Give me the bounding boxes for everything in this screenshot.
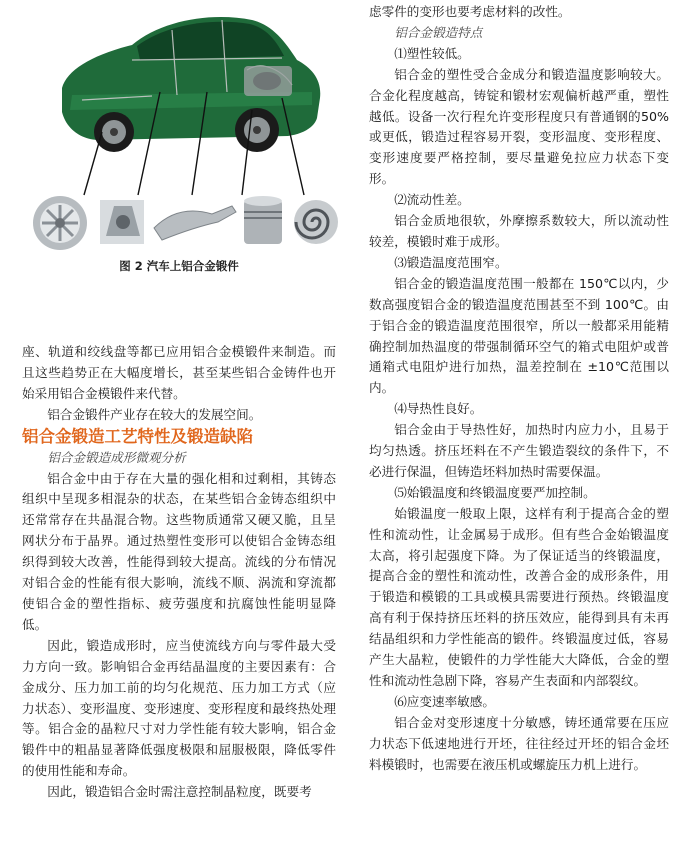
paragraph: 铝合金中由于存在大量的强化相和过剩相，其铸态组织中呈现多相混杂的状态，在某些铝合金铸态组织中还常常存在共晶混合物。这些物质通常又硬又脆，且呈网状分布于晶界。通过热塑性变形可以使铝合金铸态组织得到较大改善，性能得到较大提高。流线的分布情况对铝合金的性能有很大影响，流线不顺、涡流和穿流都使铝合金的塑性指标、疲劳强度和抗腐蚀性能明显降低。 xyxy=(22,470,336,632)
paragraph: 铝合金的塑性受合金成分和锻造温度影响较大。合金化程度越高，铸锭和锻材宏观偏析越严重，塑性越低。设备一次行程允许变形程度只有普通钢的50%或更低，锻造过程容易开裂，变形温度、变形程度、变形速度要严格控制，要尽量避免拉应力状态下变形。 xyxy=(369,66,669,187)
rear-wheel xyxy=(94,112,134,152)
scroll-icon xyxy=(294,200,338,244)
list-item-title: ⑷导热性良好。 xyxy=(394,401,483,417)
subheading: 铝合金锻造特点 xyxy=(394,24,483,40)
paragraph: 铝合金锻件产业存在较大的发展空间。 xyxy=(47,406,262,422)
car-forgings-figure xyxy=(22,0,342,288)
engine-detail xyxy=(253,72,281,90)
section-heading: 铝合金锻造工艺特性及锻造缺陷 xyxy=(22,426,253,446)
paragraph: 铝合金由于导热性好，加热时内应力小，且易于均匀热透。挤压坯料在不产生锻造裂纹的条件下，不必进行保温，但铸造坯料加热时需要保温。 xyxy=(369,422,669,479)
paragraph: 因此，锻造成形时，应当使流线方向与零件最大受力方向一致。影响铝合金再结晶温度的主要因素有：合金成分、压力加工前的均匀化规范、压力加工方式（应力状态）、变形温度、变形速度、变形程度和最终热处理等。铝合金的晶粒尺寸对力学性能有较大影响，铝合金锻件中的粗晶显著降低强度极限和屈服极限，降低零件的使用性能和寿命。 xyxy=(22,637,336,779)
paragraph: 始锻温度一般取上限，这样有利于提高合金的塑性和流动性，让金属易于成形。但有些合金始锻温度太高，将引起强度下降。为了保证适当的终锻温度，提高合金的塑性和流动性，改善合金的成形条件，用于锻造和模锻的工具或模具需要进行预热。终锻温度高有利于保持挤压坯料的挤压效应，能得到具有未再结晶组织和力学性能高的锻件。终锻温度过低，容易产生大晶粒，使锻件的力学性能大大降低，合金的塑性和流动性急剧下降，容易产生表面和内部裂纹。 xyxy=(369,505,669,688)
list-item-title: ⑹应变速率敏感。 xyxy=(394,693,495,709)
list-item-title: ⑸始锻温度和终锻温度要严加控制。 xyxy=(394,484,596,500)
bracket-icon xyxy=(100,200,144,244)
front-wheel xyxy=(235,108,279,152)
paragraph: 铝合金对变形速度十分敏感，铸坯通常要在压应力状态下低速地进行开坯，往往经过开坯的铝合金坯料模锻时，也需要在液压机或螺旋压力机上进行。 xyxy=(369,714,669,772)
car-illustration xyxy=(22,0,342,255)
wheel-icon xyxy=(33,196,87,250)
subheading: 铝合金锻造成形微观分析 xyxy=(47,449,186,465)
list-item-title: ⑴塑性较低。 xyxy=(394,45,470,61)
paragraph: 因此，锻造铝合金时需注意控制晶粒度，既要考 xyxy=(47,784,312,800)
right-column xyxy=(369,2,669,776)
list-item-title: ⑵流动性差。 xyxy=(394,192,470,208)
paragraph: 虑零件的变形也要考虑材料的改性。 xyxy=(369,4,571,19)
paragraph: 铝合金质地很软，外摩擦系数较大，所以流动性较差，模锻时难于成形。 xyxy=(369,213,669,249)
left-column xyxy=(22,342,336,803)
piston-icon xyxy=(244,196,282,244)
figure-caption: 图 2 汽车上铝合金锻件 xyxy=(119,259,239,273)
paragraph: 铝合金的锻造温度范围一般都在 150℃以内，少数高强度铝合金的锻造温度范围甚至不到 100℃。由于铝合金的锻造温度范围很窄，所以一般都采用能精确控制加热温度的带强制循环空气的箱式电阻炉或普通箱式电阻炉进行加热，温差控制在 ±10℃范围以内。 xyxy=(369,275,669,396)
paragraph: 座、轨道和绞线盘等都已应用铝合金模锻件来制造。而且这些趋势正在大幅度增长，甚至某些铝合金铸件也开始采用铝合金模锻件来代替。 xyxy=(22,344,336,401)
list-item-title: ⑶锻造温度范围窄。 xyxy=(394,254,508,270)
control-arm-icon xyxy=(154,206,236,240)
